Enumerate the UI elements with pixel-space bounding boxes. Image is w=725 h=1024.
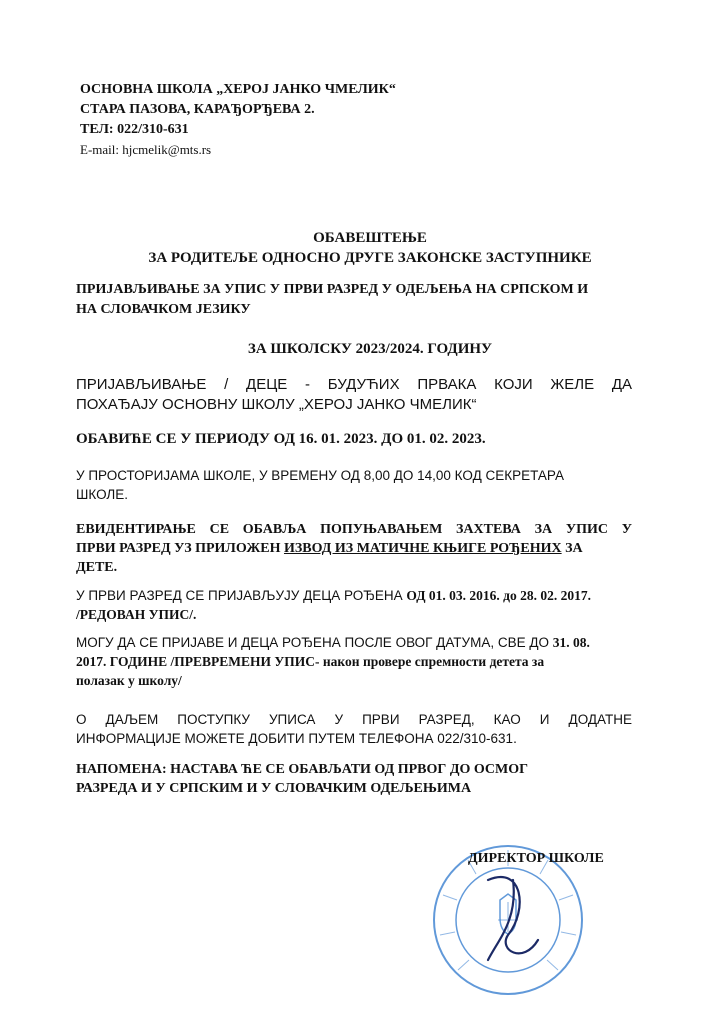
early-line-1: [76, 633, 632, 652]
info-line-1: О ДАЉЕМ ПОСТУПКУ УПИСА У ПРВИ РАЗРЕД, КАО И ДОДАТНЕ: [76, 712, 632, 727]
title-line-2: ЗА РОДИТЕЉЕ ОДНОСНО ДРУГЕ ЗАКОНСКЕ ЗАСТУПНИКЕ: [148, 250, 592, 266]
regular-line-2: /РЕДОВАН УПИС/.: [76, 607, 197, 622]
evidence-line-2-pre: ПРВИ РАЗРЕД УЗ ПРИЛОЖЕН: [76, 541, 284, 556]
info-paragraph: [76, 710, 632, 748]
note-line-1: НАПОМЕНА: НАСТАВА ЋЕ СЕ ОБАВЉАТИ ОД ПРВОГ ДО ОСМОГ: [76, 762, 529, 777]
regular-line-1-pre: У ПРВИ РАЗРЕД СЕ ПРИЈАВЉУЈУ ДЕЦА РОЂЕНА: [76, 588, 407, 603]
info-line-2: ИНФОРМАЦИЈЕ МОЖЕТЕ ДОБИТИ ПУТЕМ ТЕЛЕФОНА 022/310-631.: [76, 731, 517, 746]
location-line-2: ШКОЛЕ.: [76, 487, 129, 502]
evidence-line-2: [76, 539, 632, 558]
early-line-1-pre: МОГУ ДА СЕ ПРИЈАВЕ И ДЕЦА РОЂЕНА ПОСЛЕ ОВОГ ДАТУМА, СВЕ ДО: [76, 635, 553, 650]
school-name: ОСНОВНА ШКОЛА „ХЕРОЈ ЈАНКО ЧМЕЛИК“: [80, 82, 396, 97]
note-line-2: РАЗРЕДА И У СРПСКИМ И У СЛОВАЧКИМ ОДЕЉЕЊИМА: [76, 781, 472, 796]
birth-certificate-text: ИЗВОД ИЗ МАТИЧНЕ КЊИГЕ РОЂЕНИХ: [283, 541, 562, 556]
subtitle: [76, 280, 632, 320]
subtitle-line-2: НА СЛОВАЧКОМ ЈЕЗИКУ: [76, 302, 251, 317]
signature-stroke: [488, 877, 538, 960]
registration-line-1: ПРИЈАВЉИВАЊЕ / ДЕЦЕ - БУДУЋИХ ПРВАКА КОЈИ ЖЕЛЕ ДА: [76, 376, 632, 393]
school-phone: ТЕЛ: 022/310-631: [80, 122, 189, 137]
school-year: ЗА ШКОЛСКУ 2023/2024. ГОДИНУ: [247, 341, 493, 357]
period-line: ОБАВИЋЕ СЕ У ПЕРИОДУ ОД 16. 01. 2023. ДО 01. 02. 2023.: [76, 431, 486, 447]
location-paragraph: [76, 466, 632, 504]
subtitle-line-1: ПРИЈАВЉИВАЊЕ ЗА УПИС У ПРВИ РАЗРЕД У ОДЕЉЕЊА НА СРПСКОМ И: [76, 282, 589, 297]
early-line-3: полазак у школу/: [76, 673, 182, 688]
evidence-paragraph: [76, 520, 632, 577]
director-title: ДИРЕКТОР ШКОЛЕ: [468, 851, 604, 866]
notice-title: [60, 228, 680, 268]
early-line-2: 2017. ГОДИНЕ /ПРЕВРЕМЕНИ УПИС- након провере спремности детета за: [76, 654, 545, 669]
regular-enrollment-paragraph: [76, 586, 632, 624]
evidence-line-2-post: ЗА: [561, 541, 583, 556]
school-header: [80, 80, 396, 160]
evidence-line-3: ДЕТЕ.: [76, 560, 118, 575]
early-enrollment-paragraph: [76, 633, 632, 690]
school-address: СТАРА ПАЗОВА, КАРАЂОРЂЕВА 2.: [80, 102, 315, 117]
title-line-1: ОБАВЕШТЕЊЕ: [313, 230, 427, 246]
evidence-line-1: ЕВИДЕНТИРАЊЕ СЕ ОБАВЉА ПОПУЊАВАЊЕМ ЗАХТЕВА ЗА УПИС У: [76, 522, 632, 537]
registration-line-2: ПОХАЂАЈУ ОСНОВНУ ШКОЛУ „ХЕРОЈ ЈАНКО ЧМЕЛИК“: [76, 396, 477, 413]
location-line-1: У ПРОСТОРИЈАМА ШКОЛЕ, У ВРЕМЕНУ ОД 8,00 ДО 14,00 КОД СЕКРЕТАРА: [76, 468, 565, 483]
registration-paragraph: [76, 375, 632, 415]
regular-line-1: [76, 586, 632, 605]
early-date: 31. 08.: [552, 635, 590, 650]
note-paragraph: [76, 760, 632, 798]
school-email: E-mail: hjcmelik@mts.rs: [80, 142, 212, 157]
regular-dates: ОД 01. 03. 2016. до 28. 02. 2017.: [406, 588, 591, 603]
